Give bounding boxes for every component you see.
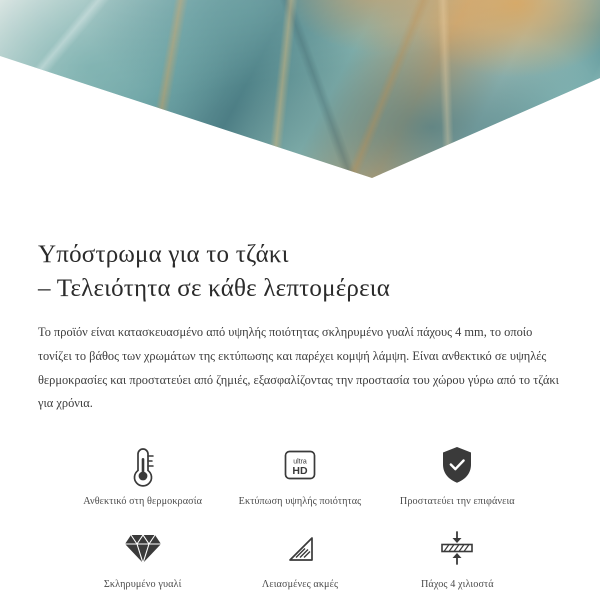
sparkle-small-icon	[544, 146, 570, 172]
feature-label: Ανθεκτικό στη θερμοκρασία	[83, 496, 203, 508]
diamond-icon	[120, 525, 166, 571]
sparkle-icon	[498, 148, 544, 194]
svg-text:HD: HD	[292, 465, 308, 478]
feature-label: Εκτύπωση υψηλής ποιότητας	[238, 496, 362, 508]
feature-item-tempered-glass	[64, 525, 221, 590]
feature-label: Λειασμένες ακμές	[261, 579, 339, 591]
svg-text:ultra: ultra	[293, 458, 307, 466]
feature-label: Προστατεύει την επιφάνεια	[399, 496, 515, 508]
shield-check-icon	[434, 442, 480, 488]
headline-line-2: – Τελειότητα σε κάθε λεπτομέρεια	[38, 274, 391, 302]
ultra-hd-icon	[277, 442, 323, 488]
thermometer-icon	[120, 442, 166, 488]
body-paragraph: Το προϊόν είναι κατασκευασμένο από υψηλής ποιότητας σκληρυμένο γυαλί πάχους 4 mm, το οποίο τονίζει το βάθος των χρωμάτων της εκτύπωσης και παρέχει κομψή λάμψη. Είναι ανθεκτικό σε υψηλές θερμοκρασίες και προστατεύει από ζημιές, εξασφαλίζοντας την προστασία του χώρου γύρω από το τζάκι για χρόνια.	[38, 325, 559, 411]
hero-image	[0, 0, 600, 218]
content-block	[0, 218, 600, 590]
headline-line-1: Υπόστρωμα για το τζάκι	[38, 241, 289, 268]
feature-grid	[38, 442, 562, 590]
thickness-arrows-icon	[434, 525, 480, 571]
smooth-edges-icon	[277, 525, 323, 571]
feature-item-temperature	[64, 442, 221, 507]
feature-item-thickness	[379, 525, 536, 590]
feature-label: Πάχος 4 χιλιοστά	[420, 579, 494, 591]
feature-label: Σκληρυμένο γυαλί	[103, 579, 182, 591]
feature-item-surface-protection	[379, 442, 536, 507]
feature-item-smooth-edges	[221, 525, 378, 590]
page-title	[38, 238, 562, 305]
feature-item-print-quality	[221, 442, 378, 507]
